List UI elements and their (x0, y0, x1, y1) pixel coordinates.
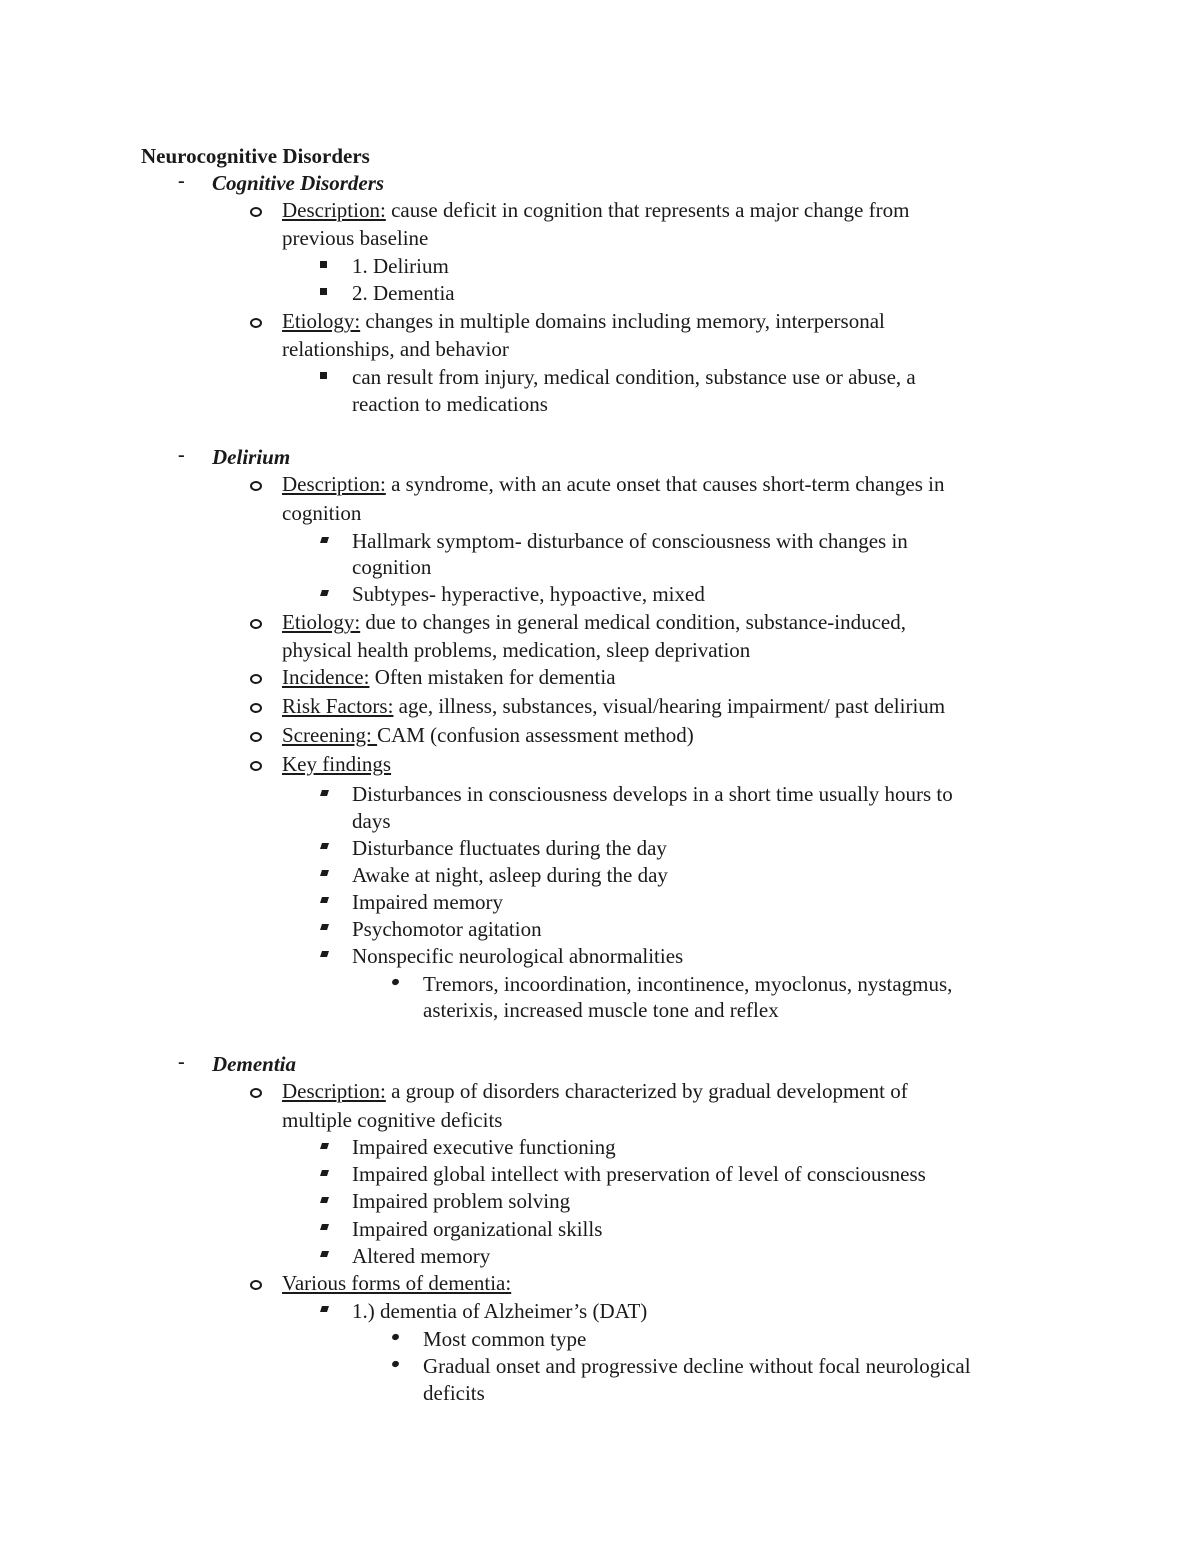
key-findings-label: Key findings (282, 752, 392, 776)
label: Description: (282, 1079, 386, 1103)
finding-item: Disturbance fluctuates during the day (352, 836, 667, 860)
diamond-bullet (320, 843, 329, 849)
square-bullet (320, 288, 327, 295)
circle-bullet (250, 761, 262, 771)
neuro-item: Tremors, incoordination, incontinence, myoclonus, nystagmus, (423, 972, 953, 996)
diamond-bullet (320, 1143, 329, 1149)
dash-bullet: - (178, 444, 185, 466)
finding-item-cont: days (352, 809, 391, 833)
delirium-description-cont: cognition (282, 501, 362, 525)
cognitive-description-cont: previous baseline (282, 226, 429, 250)
circle-bullet (250, 207, 262, 217)
diamond-bullet (320, 924, 329, 930)
finding-item: Awake at night, asleep during the day (352, 863, 668, 887)
delirium-incidence (282, 664, 616, 691)
alz-item: Most common type (423, 1327, 587, 1351)
diamond-bullet (320, 590, 329, 596)
neuro-item-cont: asterixis, increased muscle tone and reflex (423, 998, 779, 1022)
text: changes in multiple domains including memory, interpersonal (360, 309, 885, 333)
cognitive-etiology-cont: relationships, and behavior (282, 337, 509, 361)
dot-bullet (391, 1333, 400, 1341)
form-item: 1.) dementia of Alzheimer’s (DAT) (352, 1299, 648, 1323)
text: Often mistaken for dementia (369, 665, 616, 689)
section-heading-cognitive: Cognitive Disorders (212, 171, 385, 195)
dot-bullet (391, 978, 400, 986)
diamond-bullet (320, 1251, 329, 1257)
square-bullet (320, 261, 327, 268)
type-item: 1. Delirium (352, 254, 449, 278)
cognitive-description (282, 197, 909, 224)
delirium-risk (282, 693, 945, 720)
label: Description: (282, 472, 386, 496)
circle-bullet (250, 732, 262, 742)
label: Etiology: (282, 309, 361, 333)
section-heading-dementia: Dementia (212, 1052, 296, 1076)
dash-bullet: - (178, 1051, 185, 1073)
diamond-bullet (320, 1224, 329, 1230)
feature-item: Altered memory (352, 1244, 491, 1268)
label: Risk Factors: (282, 694, 394, 718)
diamond-bullet (320, 1306, 329, 1312)
circle-bullet (250, 481, 262, 491)
delirium-etiology (282, 609, 906, 636)
circle-bullet (250, 1088, 262, 1098)
delirium-description (282, 471, 944, 498)
cognitive-etiology (282, 308, 885, 335)
circle-bullet (250, 619, 262, 629)
text: a group of disorders characterized by gradual development of (385, 1079, 908, 1103)
circle-bullet (250, 674, 262, 684)
diamond-bullet (320, 537, 329, 543)
type-item: 2. Dementia (352, 281, 455, 305)
section-heading-delirium: Delirium (212, 445, 291, 469)
text: CAM (confusion assessment method) (377, 723, 694, 747)
dot-bullet (391, 1360, 400, 1368)
delirium-screening (282, 722, 694, 749)
feature-item: Impaired global intellect with preservation of level of consciousness (352, 1162, 926, 1186)
dash-bullet: - (178, 170, 185, 192)
dementia-description-cont: multiple cognitive deficits (282, 1108, 503, 1132)
label: Incidence: (282, 665, 370, 689)
alz-item: Gradual onset and progressive decline without focal neurological (423, 1354, 971, 1378)
circle-bullet (250, 1280, 262, 1290)
square-bullet (320, 372, 327, 379)
hallmark-item: Hallmark symptom- disturbance of consciousness with changes in (352, 529, 908, 553)
diamond-bullet (320, 790, 329, 796)
circle-bullet (250, 703, 262, 713)
label: Screening: (282, 723, 378, 747)
diamond-bullet (320, 870, 329, 876)
etiology-detail: can result from injury, medical condition, substance use or abuse, a (352, 365, 916, 389)
label: Etiology: (282, 610, 361, 634)
forms-label: Various forms of dementia: (282, 1271, 512, 1295)
delirium-etiology-cont: physical health problems, medication, sleep deprivation (282, 638, 751, 662)
diamond-bullet (320, 1170, 329, 1176)
text: due to changes in general medical condition, substance-induced, (360, 610, 906, 634)
feature-item: Impaired executive functioning (352, 1135, 616, 1159)
etiology-detail-cont: reaction to medications (352, 392, 548, 416)
finding-item: Disturbances in consciousness develops in a short time usually hours to (352, 782, 953, 806)
alz-item-cont: deficits (423, 1381, 485, 1405)
dementia-description (282, 1078, 908, 1105)
feature-item: Impaired organizational skills (352, 1217, 603, 1241)
diamond-bullet (320, 897, 329, 903)
diamond-bullet (320, 1197, 329, 1203)
text: a syndrome, with an acute onset that causes short-term changes in (385, 472, 945, 496)
feature-item: Impaired problem solving (352, 1189, 571, 1213)
finding-item: Psychomotor agitation (352, 917, 542, 941)
page-title: Neurocognitive Disorders (141, 144, 370, 168)
hallmark-item-cont: cognition (352, 555, 432, 579)
text: age, illness, substances, visual/hearing impairment/ past delirium (393, 694, 946, 718)
finding-item: Nonspecific neurological abnormalities (352, 944, 684, 968)
circle-bullet (250, 318, 262, 328)
text: cause deficit in cognition that represents a major change from (385, 198, 910, 222)
subtypes-item: Subtypes- hyperactive, hypoactive, mixed (352, 582, 705, 606)
label: Description: (282, 198, 386, 222)
finding-item: Impaired memory (352, 890, 504, 914)
diamond-bullet (320, 951, 329, 957)
